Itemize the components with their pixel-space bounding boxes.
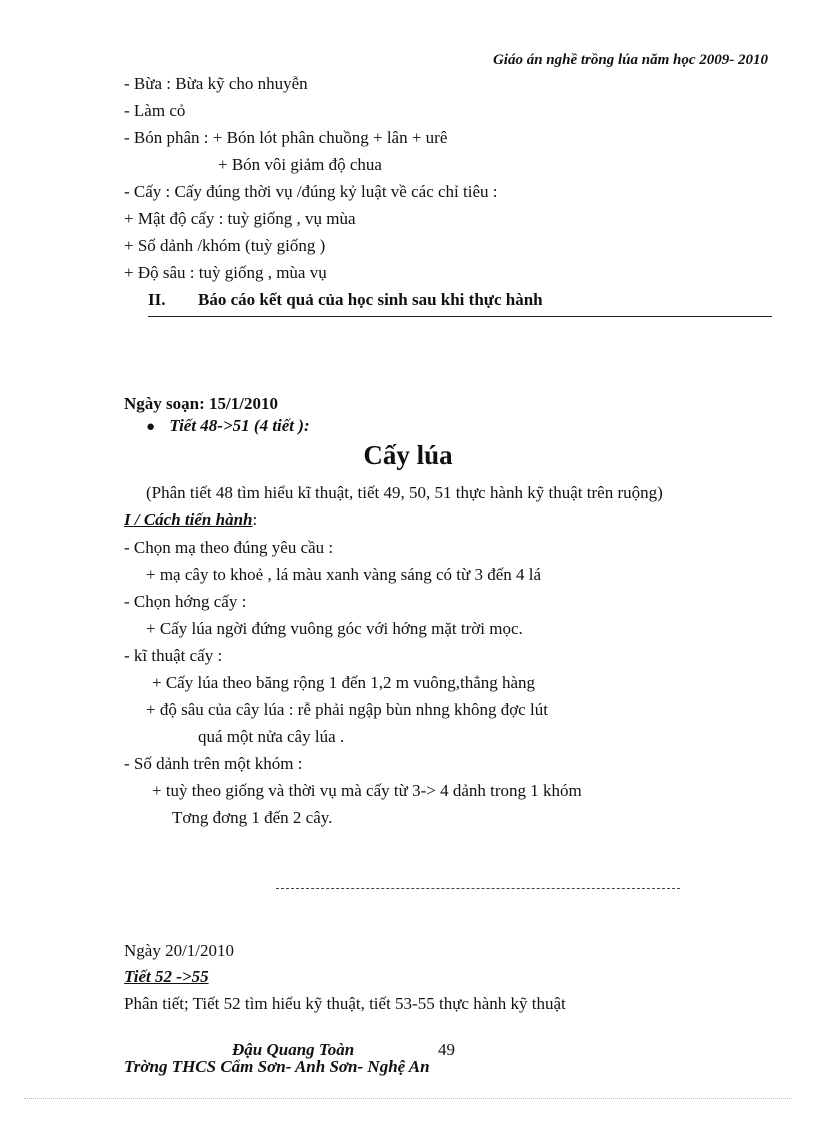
section-title: Báo cáo kết quả của học sinh sau khi thực hành xyxy=(198,290,543,309)
section-heading xyxy=(148,290,543,310)
prep-step: - Cấy : Cấy đúng thời vụ /đúng kỷ luật về các chỉ tiêu : xyxy=(124,182,498,201)
section-number: II. xyxy=(148,290,166,309)
footer-school: Trờng THCS Cẩm Sơn- Anh Sơn- Nghệ An xyxy=(124,1057,430,1076)
procedure-line: - Chọn hớng cấy : xyxy=(124,592,247,611)
section-divider xyxy=(148,316,772,317)
prep-step: - Làm cỏ xyxy=(124,101,186,120)
procedure-line: quá một nửa cây lúa . xyxy=(198,727,345,746)
lesson-title: Cấy lúa xyxy=(363,440,453,470)
lesson-period-item xyxy=(146,416,310,437)
lesson-date: Ngày soạn: 15/1/2010 xyxy=(124,394,278,413)
procedure-heading xyxy=(124,510,257,530)
procedure-line: Tơng đơng 1 đến 2 cây. xyxy=(172,808,333,827)
page-header: Giáo án nghề trồng lúa năm học 2009- 2010 xyxy=(492,52,768,68)
page-bottom-border xyxy=(24,1098,792,1099)
procedure-line: + Cấy lúa ngời đứng vuông góc với hớng mặt trời mọc. xyxy=(146,619,523,638)
procedure-line: + mạ cây to khoẻ , lá màu xanh vàng sáng có từ 3 đến 4 lá xyxy=(146,565,542,584)
procedure-heading-colon: : xyxy=(252,510,258,529)
prep-step: + Độ sâu : tuỳ giống , mùa vụ xyxy=(124,263,327,282)
lesson2-description: Phân tiết; Tiết 52 tìm hiểu kỹ thuật, tiết 53-55 thực hành kỹ thuật xyxy=(124,994,566,1013)
prep-step: + Mật độ cấy : tuỳ giống , vụ mùa xyxy=(124,209,356,228)
prep-step: + Số dảnh /khóm (tuỳ giống ) xyxy=(124,236,326,255)
footer-author: Đậu Quang Toàn xyxy=(232,1040,355,1059)
procedure-line: + tuỳ theo giống và thời vụ mà cấy từ 3-> 4 dảnh trong 1 khóm xyxy=(152,781,582,800)
lesson-subtitle: (Phân tiết 48 tìm hiểu kĩ thuật, tiết 49, 50, 51 thực hành kỹ thuật trên ruộng) xyxy=(146,483,663,502)
lesson-period: Tiết 48->51 (4 tiết ): xyxy=(169,416,310,435)
page-number: 49 xyxy=(438,1040,455,1059)
procedure-line: - Chọn mạ theo đúng yêu cầu : xyxy=(124,538,334,557)
prep-step: - Bừa : Bừa kỹ cho nhuyễn xyxy=(124,74,308,93)
prep-step: - Bón phân : + Bón lót phân chuồng + lân + urê xyxy=(124,128,448,147)
procedure-line: - Số dảnh trên một khóm : xyxy=(124,754,303,773)
procedure-line: + Cấy lúa theo băng rộng 1 đến 1,2 m vuông,thẳng hàng xyxy=(152,673,536,692)
lesson2-date: Ngày 20/1/2010 xyxy=(124,941,235,960)
prep-step: + Bón vôi giảm độ chua xyxy=(218,155,382,174)
procedure-line: - kĩ thuật cấy : xyxy=(124,646,223,665)
procedure-line: + độ sâu của cây lúa : rễ phải ngập bùn nhng không đợc lút xyxy=(146,700,548,719)
lesson2-period: Tiết 52 ->55 xyxy=(124,967,209,986)
dashed-divider xyxy=(276,888,680,889)
bullet-icon: ● xyxy=(146,419,156,435)
procedure-heading-text: I / Cách tiến hành xyxy=(124,510,253,529)
